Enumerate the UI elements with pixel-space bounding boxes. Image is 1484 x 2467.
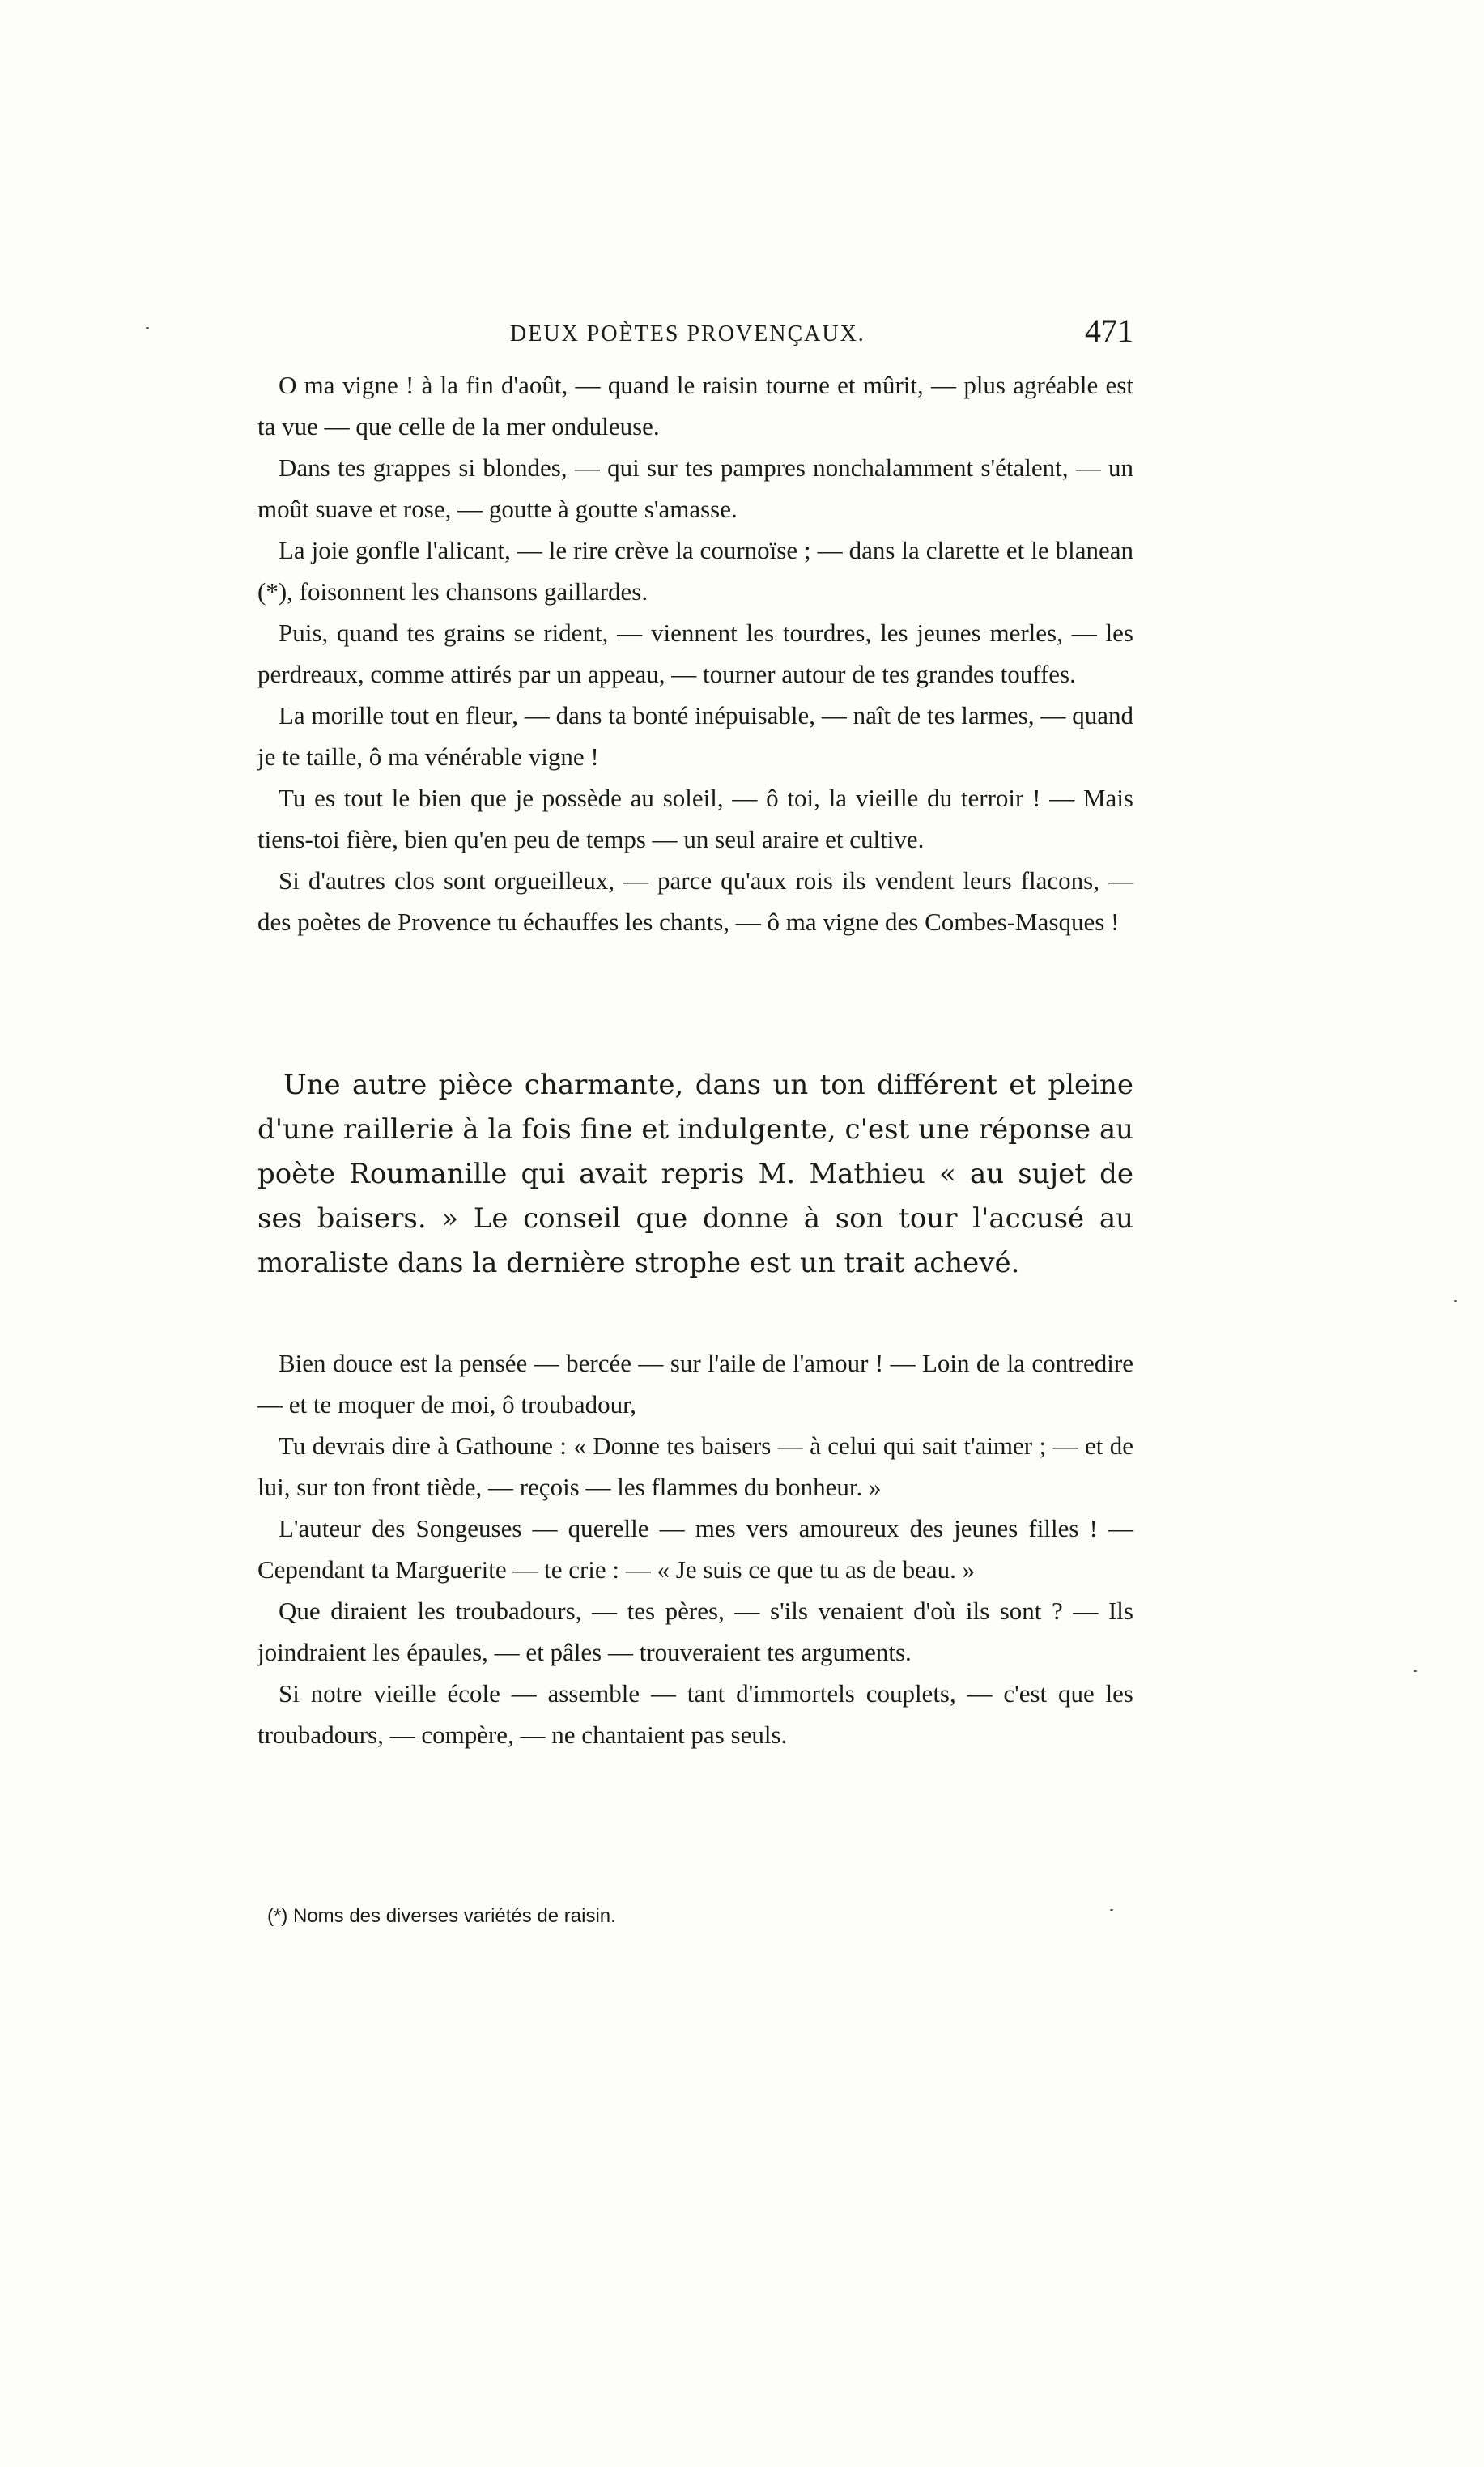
- stanza: Tu devrais dire à Gathoune : « Donne tes baisers — à celui qui sait t'aimer ; — et de lui, sur ton front tiède, — reçois — les flammes du bonheur. »: [257, 1431, 1133, 1501]
- poem-roumanille: [257, 1342, 1133, 1755]
- stanza: Dans tes grappes si blondes, — qui sur tes pampres nonchalamment s'étalent, — un moût suave et rose, — goutte à goutte s'amasse.: [257, 453, 1133, 523]
- stanza: Si d'autres clos sont orgueilleux, — parce qu'aux rois ils vendent leurs flacons, — des poètes de Provence tu échauffes les chants, — ô ma vigne des Combes-Masques !: [257, 866, 1133, 936]
- stanza: Tu es tout le bien que je possède au soleil, — ô toi, la vieille du terroir ! — Mais tiens-toi fière, bien qu'en peu de temps — un seul araire et cultive.: [257, 784, 1133, 853]
- stanza: O ma vigne ! à la fin d'août, — quand le raisin tourne et mûrit, — plus agréable est ta vue — que celle de la mer onduleuse.: [257, 371, 1133, 440]
- commentary-text: Une autre pièce charmante, dans un ton différent et pleine d'une raillerie à la fois fine et indulgente, c'est une réponse au poète Roumanille qui avait repris M. Mathieu « au sujet de ses baisers. » Le conseil que donne à son tour l'accusé au moraliste dans la dernière strophe est un trait achevé.: [257, 1069, 1133, 1279]
- scan-speck: [1414, 1670, 1417, 1672]
- footnote: (*) Noms des diverses variétés de raisin.: [267, 1905, 616, 1927]
- poem-vigne: [257, 364, 1133, 942]
- scan-speck: [1454, 1300, 1457, 1302]
- page-number: 471: [1085, 313, 1133, 349]
- stanza: La morille tout en fleur, — dans ta bonté inépuisable, — naît de tes larmes, — quand je te taille, ô ma vénérable vigne !: [257, 701, 1133, 771]
- stanza: Puis, quand tes grains se rident, — viennent les tourdres, les jeunes merles, — les perdreaux, comme attirés par un appeau, — tourner autour de tes grandes touffes.: [257, 619, 1133, 688]
- stanza: La joie gonfle l'alicant, — le rire crève la cournoïse ; — dans la clarette et le blanean (*), foisonnent les chansons gaillardes.: [257, 536, 1133, 606]
- scan-speck: [146, 327, 149, 329]
- stanza: Que diraient les troubadours, — tes pères, — s'ils venaient d'où ils sont ? — Ils joindraient les épaules, — et pâles — trouveraient tes arguments.: [257, 1597, 1133, 1666]
- page-header: [259, 312, 1133, 360]
- stanza: L'auteur des Songeuses — querelle — mes vers amoureux des jeunes filles ! — Cependant ta Marguerite — te crie : — « Je suis ce que tu as de beau. »: [257, 1514, 1133, 1584]
- commentary-paragraph: [257, 1063, 1133, 1286]
- stanza: Si notre vieille école — assemble — tant d'immortels couplets, — c'est que les troubadours, — compère, — ne chantaient pas seuls.: [257, 1679, 1133, 1749]
- running-title: DEUX POÈTES PROVENÇAUX.: [510, 321, 865, 347]
- stanza: Bien douce est la pensée — bercée — sur l'aile de l'amour ! — Loin de la contredire — et te moquer de moi, ô troubadour,: [257, 1349, 1133, 1419]
- scan-speck: [1110, 1909, 1113, 1911]
